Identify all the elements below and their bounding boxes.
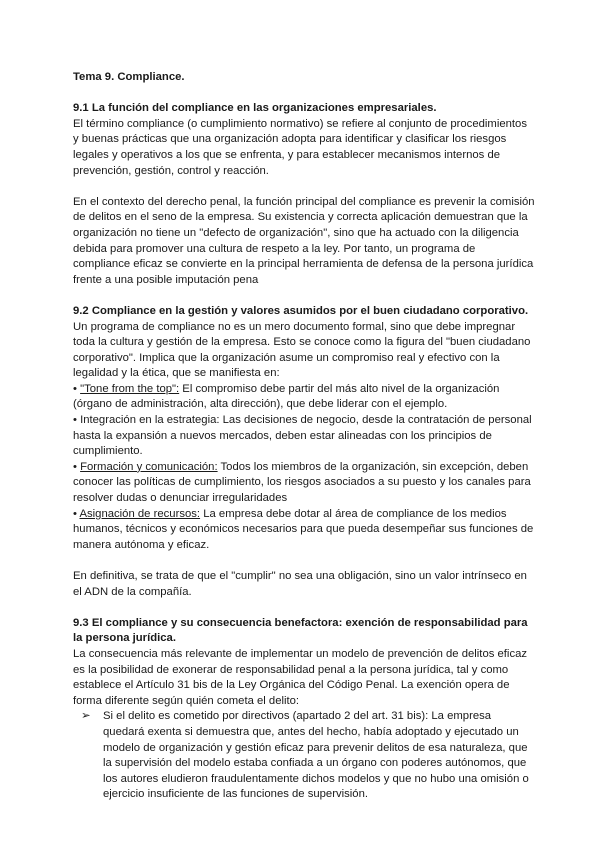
- bullet-marker: •: [73, 507, 80, 520]
- bullet-item-asignacion: [73, 507, 535, 554]
- section-9-3-intro: La consecuencia más relevante de implementar un modelo de prevención de delitos eficaz es la posibilidad de exonerar de responsabilidad penal a la persona jurídica, tal y como establece el Artículo 31 bis de la Ley Orgánica del Código Penal. La exención opera de forma diferente según quién cometa el delito:: [73, 647, 528, 707]
- section-9-2-heading: 9.2 Compliance en la gestión y valores asumidos por el buen ciudadano corporativo.: [73, 304, 529, 317]
- section-9-2-intro: Un programa de compliance no es un mero documento formal, sino que debe impregnar toda la cultura y gestión de la empresa. Esto se conoce como la figura del "buen ciudadano corporativo". Implica que la organización asume un compromiso real y efectivo con la legalidad y la ética, que se manifiesta en:: [73, 320, 531, 380]
- bullet-text: Todos los miembros de la organización, sin excepción, deben conocer las políticas de cumplimiento, los riesgos asociados a su puesto y los canales para resolver dudas o denunciar irregularidades: [73, 460, 531, 505]
- bullet-text: La empresa debe dotar al área de compliance de los medios humanos, técnicos y económicos necesarios para que pueda desempeñar sus funciones de manera autónoma y eficaz.: [73, 507, 534, 551]
- bullet-text: El compromiso debe partir del más alto nivel de la organización (órgano de administración, alta dirección), que debe liderar con el ejemplo.: [73, 382, 500, 411]
- bullet-label: "Tone from the top":: [80, 382, 180, 395]
- arrow-list-item-directivos: [73, 709, 535, 803]
- bullet-item-formacion: [73, 460, 535, 507]
- section-9-3-heading: 9.3 El compliance y su consecuencia benefactora: exención de responsabilidad para la persona jurídica.: [73, 616, 528, 645]
- bullet-text: Integración en la estrategia: Las decisiones de negocio, desde la contratación de personal hasta la expansión a nuevos mercados, deben estar alineadas con los principios de cumplimiento.: [73, 414, 532, 458]
- section-9-2-closing: En definitiva, se trata de que el "cumplir" no sea una obligación, sino un valor intrínseco en el ADN de la compañía.: [73, 570, 527, 598]
- arrow-list-text: Si el delito es cometido por directivos (apartado 2 del art. 31 bis): La empresa quedará exenta si demuestra que, antes del hecho, había adoptado y ejecutado un modelo de organización y gestión eficaz para prevenir delitos de esa naturaleza, que la supervisión del modelo estaba confiada a un órgano con poderes autónomos, que los autores eludieron fraudulentamente dichos modelos y que no hubo una omisión o ejercicio insuficiente de las funciones de supervisión.: [103, 710, 529, 801]
- document-body: [73, 70, 535, 803]
- bullet-item-integracion: [73, 413, 535, 460]
- spacer: [73, 553, 535, 569]
- bullet-label: Asignación de recursos:: [79, 507, 201, 520]
- bullet-item-tone-from-top: [73, 382, 535, 413]
- section-9-1-paragraph-1: El término compliance (o cumplimiento normativo) se refiere al conjunto de procedimientos y buenas prácticas que una organización adopta para identificar y clasificar los riesgos legales y operativos a los que se enfrenta, y para establecer mecanismos internos de prevención, gestión, control y reacción.: [73, 117, 527, 177]
- arrow-bullet-icon: ➢: [81, 710, 91, 723]
- section-9-1-heading: 9.1 La función del compliance en las organizaciones empresariales.: [73, 102, 437, 115]
- section-9-1-paragraph-2: En el contexto del derecho penal, la función principal del compliance es prevenir la comisión de delitos en el seno de la empresa. Su existencia y correcta aplicación demuestran que la organización no tiene un "defecto de organización", sino que ha actuado con la diligencia debida para promover una cultura de respeto a la ley. Por tanto, un programa de compliance eficaz se convierte en la principal herramienta de defensa de la persona jurídica frente a una posible imputación pena: [73, 195, 535, 286]
- document-title: Tema 9. Compliance.: [73, 71, 185, 83]
- bullet-marker: •: [73, 414, 81, 427]
- bullet-marker: •: [73, 460, 81, 473]
- bullet-label: Formación y comunicación:: [80, 460, 218, 473]
- bullet-marker: •: [73, 382, 81, 395]
